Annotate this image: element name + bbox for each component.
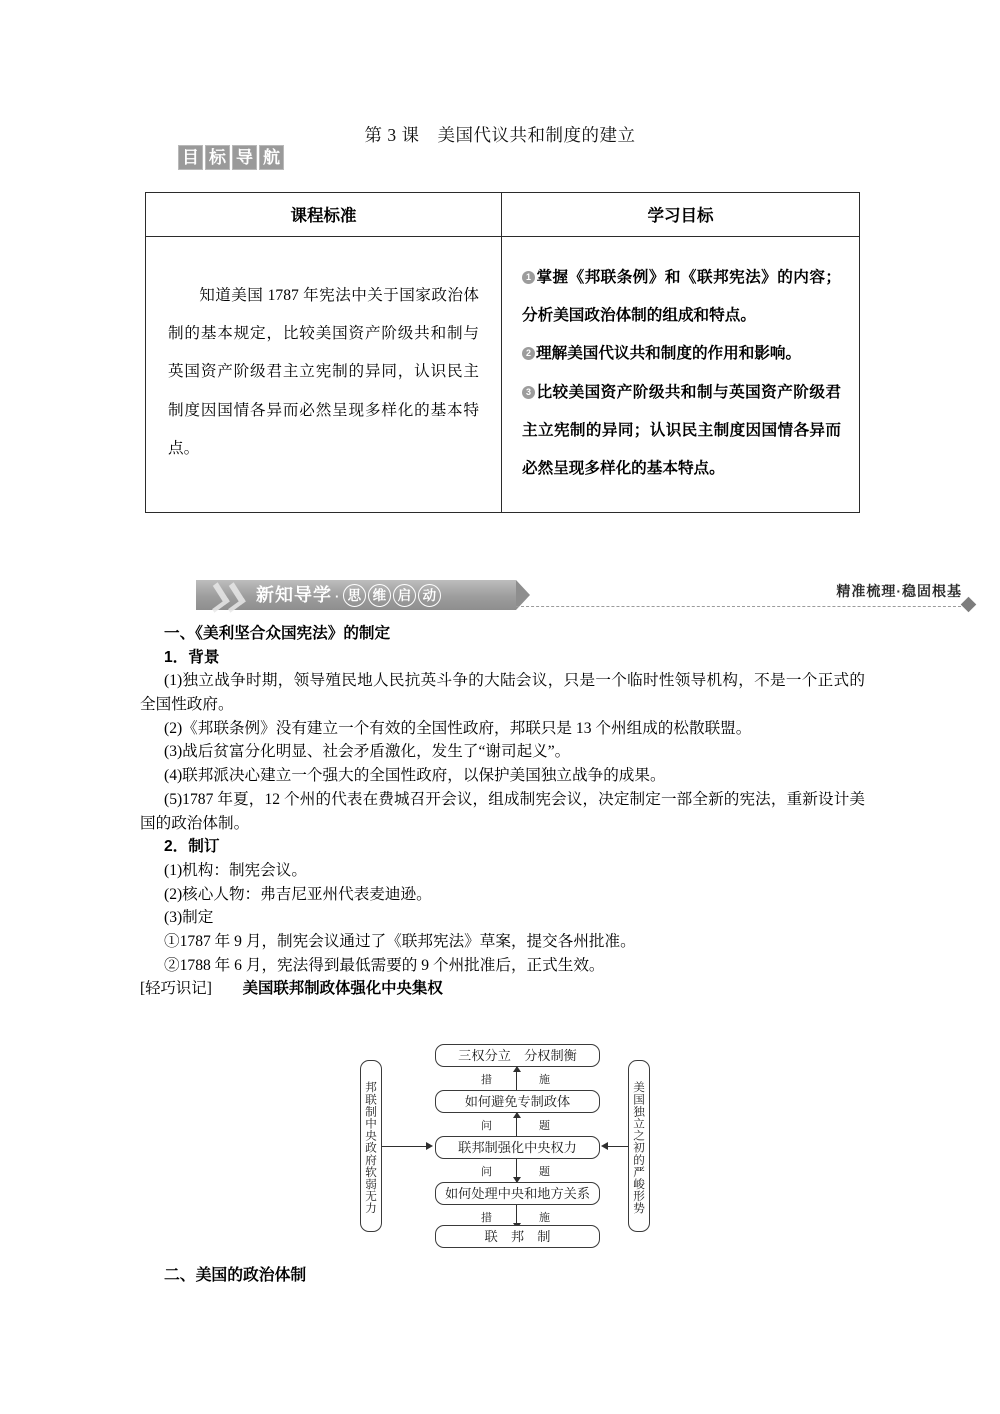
- flow-connector-measure-1: [435, 1067, 600, 1090]
- tip-tag: [轻巧识记]: [140, 980, 212, 998]
- arrow-right-icon: [426, 1142, 433, 1150]
- background-item: (4)联邦派决心建立一个强大的全国性政府，以保护美国独立战争的成果。: [164, 767, 666, 785]
- connector-label-left: 问: [481, 1120, 492, 1132]
- banner-separator: ·: [335, 589, 341, 604]
- connector-label-right: 施: [539, 1074, 550, 1086]
- flow-line-right: [608, 1146, 628, 1147]
- flow-line-left: [382, 1146, 427, 1147]
- connector-label-right: 题: [539, 1120, 550, 1132]
- column-header-standard: 课程标准: [146, 193, 502, 236]
- section-banner: [196, 580, 516, 610]
- goal-navigation-badge: [178, 145, 284, 170]
- drafting-item: (3)制定: [164, 909, 214, 927]
- flow-box-central-local-relations: 如何处理中央和地方关系: [435, 1182, 600, 1205]
- badge-char: 目: [178, 145, 203, 170]
- section-heading-two: 二、美国的政治体制: [164, 1267, 307, 1284]
- arrow-down-icon: [516, 1159, 517, 1182]
- arrow-up-icon: [516, 1067, 517, 1090]
- background-item: (2)《邦联条例》没有建立一个有效的全国性政府，邦联只是 13 个州组成的松散联盟。: [164, 719, 752, 737]
- drafting-item: (2)核心人物：弗吉尼亚州代表麦迪逊。: [164, 885, 432, 903]
- banner-main-text: 新知导学: [256, 585, 332, 605]
- badge-char: 导: [232, 145, 257, 170]
- flow-box-avoid-autocracy: 如何避免专制政体: [435, 1090, 600, 1113]
- learning-goal-text: 掌握《邦联条例》和《联邦宪法》的内容；分析美国政治体制的组成和特点。: [522, 269, 841, 325]
- badge-char: 标: [205, 145, 230, 170]
- curriculum-standard-text: 知道美国 1787 年宪法中关于国家政治体制的基本规定，比较美国资产阶级共和制与英国资产阶级君主立宪制的异同，认识民主制度因国情各异而必然呈现多样化的基本特点。: [168, 287, 480, 457]
- body-content: [140, 622, 865, 1001]
- section-heading-one: 一、《美利坚合众国宪法》的制定: [164, 625, 391, 642]
- flow-box-federal-central-power: 联邦制强化中央权力: [435, 1136, 600, 1159]
- drafting-item: ②1788 年 6 月，宪法得到最低需要的 9 个州批准后，正式生效。: [164, 956, 605, 974]
- learning-goal-text: 理解美国代议共和制度的作用和影响。: [536, 345, 802, 363]
- banner-badge-char: 动: [418, 584, 441, 607]
- drafting-item: ①1787 年 9 月，制宪会议通过了《联邦宪法》草案，提交各州批准。: [164, 932, 636, 950]
- column-header-goals: 学习目标: [647, 207, 714, 225]
- table-header-row: [146, 193, 859, 237]
- flow-box-federalism: 联 邦 制: [435, 1225, 600, 1248]
- banner-badge-group: [343, 584, 441, 607]
- diamond-icon: [961, 597, 977, 613]
- background-item: (1)独立战争时期，领导殖民地人民抗英斗争的大陆会议，只是一个临时性领导机构，不是一个正式的全国性政府。: [140, 672, 865, 714]
- connector-label-right: 题: [539, 1166, 550, 1178]
- background-item: (5)1787 年夏，12 个州的代表在费城召开会议，组成制宪会议，决定制定一部全新的宪法，重新设计美国的政治体制。: [140, 790, 865, 832]
- flow-connector-question-2: [435, 1159, 600, 1182]
- flow-connector-question-1: [435, 1113, 600, 1136]
- banner-badge-char: 思: [343, 584, 366, 607]
- arrow-up-icon: [516, 1113, 517, 1136]
- badge-char: 航: [259, 145, 284, 170]
- flow-box-separation-of-powers: 三权分立 分权制衡: [435, 1044, 600, 1067]
- subsection-background: 1．背景: [164, 648, 220, 666]
- banner-dashed-rule: [516, 606, 966, 607]
- curriculum-standard-cell: [146, 237, 502, 512]
- learning-goal-item: [522, 374, 841, 489]
- learning-goal-text: 比较美国资产阶级共和制与英国资产阶级君主立宪制的异同；认识民主制度因国情各异而必然呈现多样化的基本特点。: [522, 383, 841, 478]
- bullet-number-1: 1: [522, 271, 535, 284]
- table-body-row: [146, 237, 859, 512]
- background-item: (3)战后贫富分化明显、社会矛盾激化，发生了“谢司起义”。: [164, 743, 571, 761]
- page-title: 第 3 课 美国代议共和制度的建立: [364, 125, 636, 145]
- banner-badge-char: 维: [368, 584, 391, 607]
- arrow-left-icon: [601, 1142, 608, 1150]
- objectives-table: [145, 192, 860, 513]
- bullet-number-2: 2: [522, 347, 535, 360]
- flowchart: [360, 1044, 672, 1249]
- connector-label-left: 措: [481, 1074, 492, 1086]
- tip-title: 美国联邦制政体强化中央集权: [242, 980, 443, 998]
- drafting-item: (1)机构：制宪会议。: [164, 861, 307, 879]
- flow-side-box-severe-situation: 美国独立之初的严峻形势: [628, 1060, 650, 1232]
- banner-title: [256, 580, 441, 610]
- learning-goal-item: [522, 259, 841, 335]
- connector-label-left: 问: [481, 1166, 492, 1178]
- bullet-number-3: 3: [522, 386, 535, 399]
- learning-goal-item: [522, 335, 841, 373]
- learning-goals-cell: [502, 237, 859, 512]
- flow-side-box-weak-confederation: 邦联制中央政府软弱无力: [360, 1060, 382, 1232]
- tip-line: [140, 977, 865, 1000]
- banner-note-text: 精准梳理·稳固根基: [836, 583, 962, 599]
- banner-badge-char: 启: [393, 584, 416, 607]
- connector-label-left: 措: [481, 1212, 492, 1224]
- connector-label-right: 施: [539, 1212, 550, 1224]
- subsection-drafting: 2．制订: [164, 838, 220, 856]
